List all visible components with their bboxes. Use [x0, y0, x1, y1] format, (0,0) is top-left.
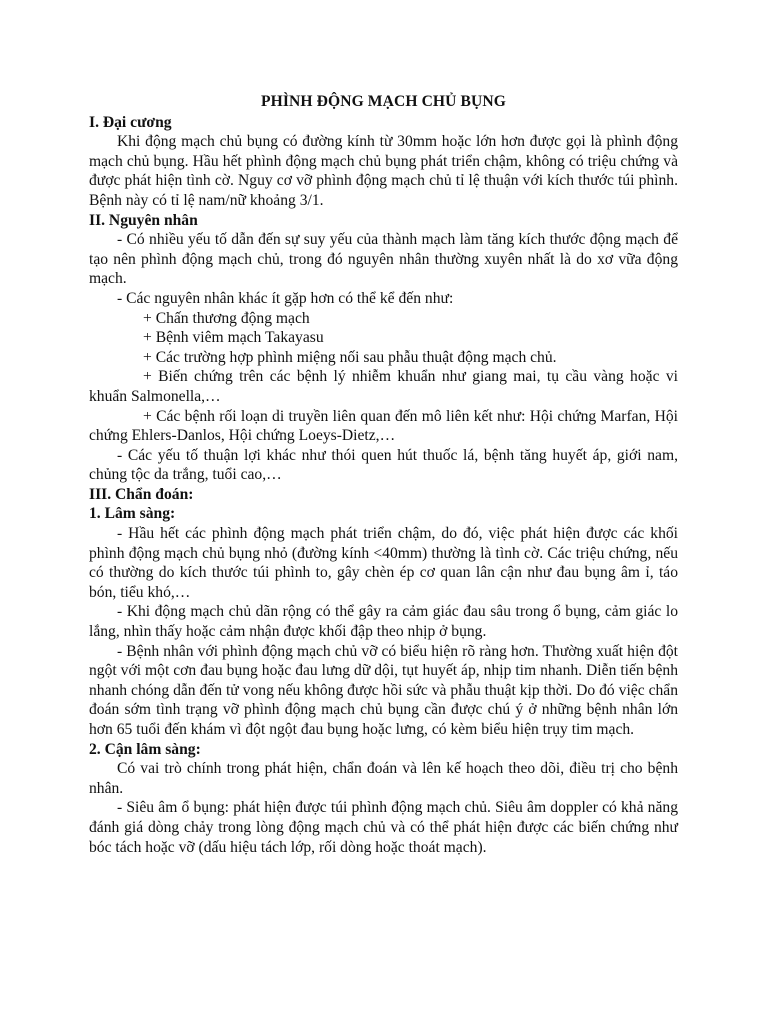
document-page: [89, 92, 678, 857]
bullet-infection: + Biến chứng trên các bệnh lý nhiễm khuẩn như giang mai, tụ cầu vàng hoặc vi khuẩn Salmonella,…: [89, 368, 678, 405]
paragraph-clinical-rupture: - Bệnh nhân với phình động mạch chủ vỡ có biểu hiện rõ ràng hơn. Thường xuất hiện đột ngột với một cơn đau bụng hoặc đau lưng dữ dội, tụt huyết áp, nhịp tim nhanh. Diễn tiến bệnh nhanh chóng dẫn đến tử vong nếu không được hồi sức và phẫu thuật kịp thời. Do đó việc chẩn đoán sớm tình trạng vỡ phình động mạch chủ bụng cần được chú ý ở những bệnh nhân lớn hơn 65 tuổi đến khám vì đột ngột đau bụng hoặc lưng, có kèm biểu hiện trụy tim mạch.: [89, 642, 678, 738]
paragraph-paraclinical-role: Có vai trò chính trong phát hiện, chẩn đoán và lên kế hoạch theo dõi, điều trị cho bệnh nhân.: [89, 760, 678, 797]
paragraph-general-definition: Khi động mạch chủ bụng có đường kính từ 30mm hoặc lớn hơn được gọi là phình động mạch chủ bụng. Hầu hết phình động mạch chủ bụng phát triển chậm, không có triệu chứng và được phát hiện tình cờ. Nguy cơ vỡ phình động mạch chủ tỉ lệ thuận với kích thước túi phình. Bệnh này có tỉ lệ nam/nữ khoảng 3/1.: [89, 133, 678, 209]
bullet-trauma: + Chấn thương động mạch: [143, 309, 310, 327]
section-heading-general: I. Đại cương: [89, 113, 172, 131]
subsection-heading-clinical: 1. Lâm sàng:: [89, 505, 176, 523]
paragraph-clinical-slow-growth: - Hầu hết các phình động mạch phát triển chậm, do đó, việc phát hiện được các khối phình động mạch chủ bụng nhỏ (đường kính <40mm) thường là tình cờ. Các triệu chứng, nếu có thường do kích thước túi phình to, gây chèn ép cơ quan lân cận như đau bụng âm ỉ, táo bón, tiểu khó,…: [89, 525, 678, 601]
paragraph-ultrasound: - Siêu âm ổ bụng: phát hiện được túi phình động mạch chủ. Siêu âm doppler có khả năng đánh giá dòng chảy trong lòng động mạch chủ và có thể phát hiện được các biến chứng như bóc tách hoặc vỡ (dấu hiệu tách lớp, rối dòng hoặc thoát mạch).: [89, 799, 678, 856]
paragraph-causes-other: - Các nguyên nhân khác ít gặp hơn có thể kể đến như:: [117, 289, 454, 307]
paragraph-clinical-dilation: - Khi động mạch chủ dãn rộng có thể gây ra cảm giác đau sâu trong ổ bụng, cảm giác lo lắng, nhìn thấy hoặc cảm nhận được khối đập theo nhịp ở bụng.: [89, 603, 678, 641]
section-heading-diagnosis: III. Chẩn đoán:: [89, 485, 194, 503]
bullet-anastomosis: + Các trường hợp phình miệng nối sau phẫu thuật động mạch chủ.: [143, 348, 557, 366]
section-heading-causes: II. Nguyên nhân: [89, 211, 198, 229]
document-title: PHÌNH ĐỘNG MẠCH CHỦ BỤNG: [261, 93, 506, 110]
paragraph-risk-factors: - Các yếu tố thuận lợi khác như thói quen hút thuốc lá, bệnh tăng huyết áp, giới nam, chủng tộc da trắng, tuổi cao,…: [89, 446, 678, 484]
subsection-heading-paraclinical: 2. Cận lâm sàng:: [89, 740, 201, 758]
bullet-takayasu: + Bệnh viêm mạch Takayasu: [143, 329, 324, 347]
paragraph-causes-main: - Có nhiều yếu tố dẫn đến sự suy yếu của thành mạch làm tăng kích thước động mạch để tạo nên phình động mạch chủ, trong đó nguyên nhân thường xuyên nhất là do xơ vữa động mạch.: [89, 231, 678, 288]
bullet-genetic: + Các bệnh rối loạn di truyền liên quan đến mô liên kết như: Hội chứng Marfan, Hội chứng Ehlers-Danlos, Hội chứng Loeys-Dietz,…: [89, 407, 678, 445]
